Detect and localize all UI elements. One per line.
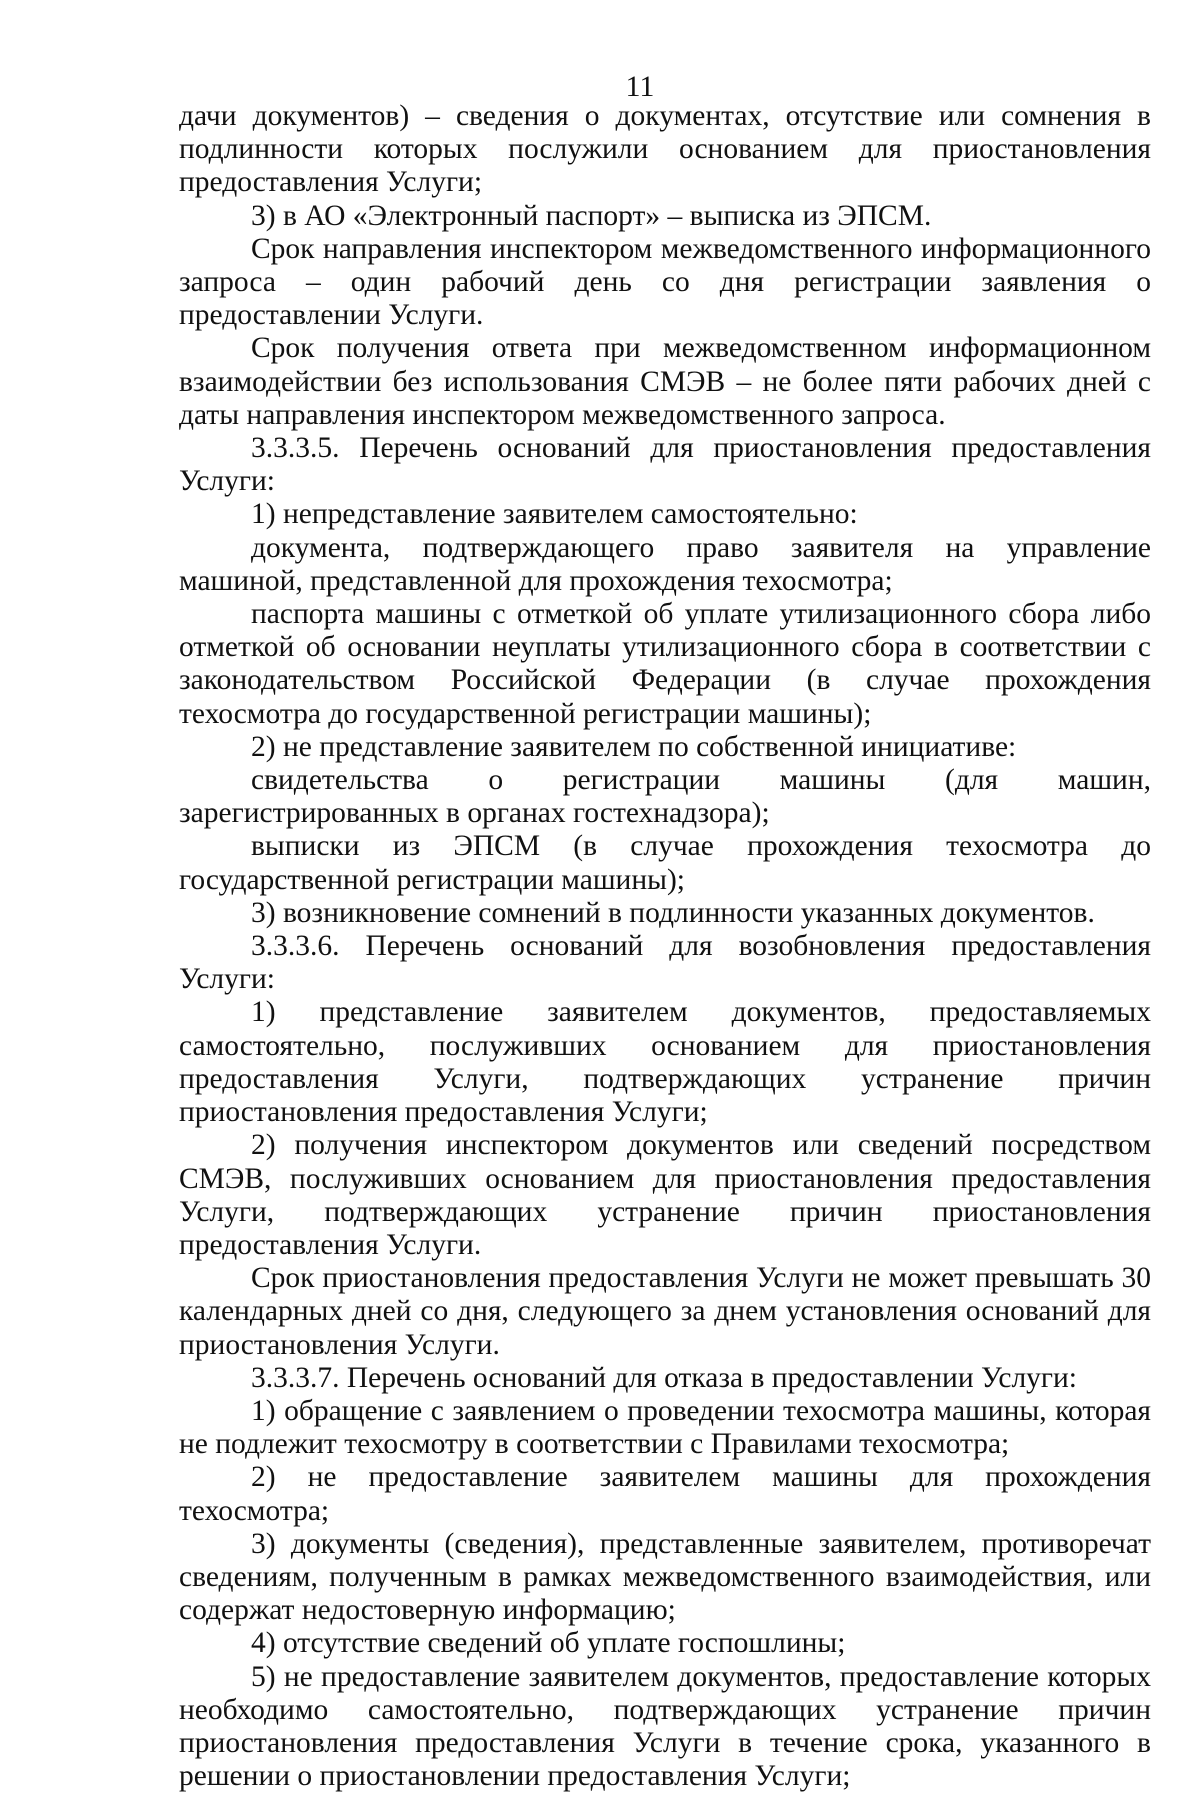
list-item: 5) не предоставление заявителем документов, предоставление которых необходимо самостоятельно, подтверждающих устранение причин приостановления предоставления Услуги в течение срока, указанного в решении о приостановлении предоставления Услуги; bbox=[179, 1660, 1151, 1793]
list-item: 3) документы (сведения), представленные заявителем, противоречат сведениям, полученным в рамках межведомственного взаимодействия, или содержат недостоверную информацию; bbox=[179, 1527, 1151, 1627]
paragraph: Срок направления инспектором межведомственного информационного запроса – один рабочий день со дня регистрации заявления о предоставлении Услуги. bbox=[179, 232, 1151, 332]
section-heading: 3.3.3.6. Перечень оснований для возобновления предоставления Услуги: bbox=[179, 930, 1151, 996]
paragraph: выписки из ЭПСМ (в случае прохождения техосмотра до государственной регистрации машины); bbox=[179, 830, 1151, 896]
list-item: 1) непредставление заявителем самостоятельно: bbox=[251, 498, 858, 531]
document-body bbox=[179, 100, 1151, 1793]
page-number: 11 bbox=[625, 70, 655, 103]
paragraph: документа, подтверждающего право заявителя на управление машиной, представленной для прохождения техосмотра; bbox=[179, 531, 1151, 597]
paragraph: Срок приостановления предоставления Услуги не может превышать 30 календарных дней со дня, следующего за днем установления оснований для приостановления Услуги. bbox=[179, 1262, 1151, 1361]
section-heading: 3.3.3.7. Перечень оснований для отказа в предоставлении Услуги: bbox=[251, 1361, 1077, 1394]
list-item: 2) получения инспектором документов или сведений посредством СМЭВ, послуживших основанием для приостановления предоставления Услуги, подтверждающих устранение причин приостановления предоставления Услуги. bbox=[179, 1129, 1151, 1261]
paragraph: дачи документов) – сведения о документах, отсутствие или сомнения в подлинности которых послужили основанием для приостановления предоставления Услуги; bbox=[179, 100, 1151, 199]
paragraph: свидетельства о регистрации машины (для машин, зарегистрированных в органах гостехнадзора); bbox=[179, 764, 1151, 830]
list-item: 4) отсутствие сведений об уплате госпошлины; bbox=[251, 1627, 846, 1660]
list-item: 3) возникновение сомнений в подлинности указанных документов. bbox=[251, 896, 1095, 929]
paragraph: 3) в АО «Электронный паспорт» – выписка из ЭПСМ. bbox=[251, 199, 932, 232]
list-item: 1) представление заявителем документов, предоставляемых самостоятельно, послуживших основанием для приостановления предоставления Услуги, подтверждающих устранение причин приостановления предоставления Услуги; bbox=[179, 996, 1151, 1129]
paragraph: Срок получения ответа при межведомственном информационном взаимодействии без использования СМЭВ – не более пяти рабочих дней с даты направления инспектором межведомственного запроса. bbox=[179, 332, 1151, 431]
paragraph: паспорта машины с отметкой об уплате утилизационного сбора либо отметкой об основании неуплаты утилизационного сбора в соответствии с законодательством Российской Федерации (в случае прохождения техосмотра до государственной регистрации машины); bbox=[179, 598, 1151, 730]
list-item: 1) обращение с заявлением о проведении техосмотра машины, которая не подлежит техосмотру в соответствии с Правилами техосмотра; bbox=[179, 1394, 1151, 1461]
list-item: 2) не представление заявителем по собственной инициативе: bbox=[251, 730, 1017, 763]
section-heading: 3.3.3.5. Перечень оснований для приостановления предоставления Услуги: bbox=[179, 432, 1151, 498]
list-item: 2) не предоставление заявителем машины для прохождения техосмотра; bbox=[179, 1461, 1151, 1527]
